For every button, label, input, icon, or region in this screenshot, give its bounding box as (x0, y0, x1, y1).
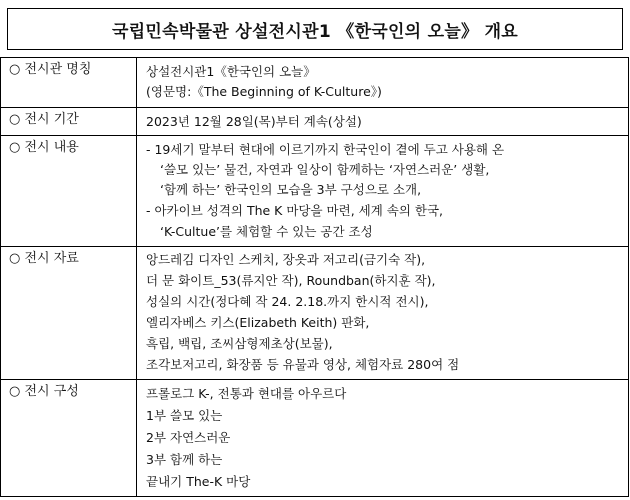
composition-line: 1부 쓸모 있는 (146, 408, 223, 423)
composition-line: 프롤로그 K-, 전통과 현대를 아우르다 (146, 386, 347, 401)
row-label-content: ○ 전시 내용 (9, 140, 79, 155)
materials-line: 앙드레김 디자인 스케치, 장옷과 저고리(금기숙 작), (146, 252, 426, 267)
row-label-materials: ○ 전시 자료 (9, 251, 79, 266)
table-row-hall-name (1, 58, 628, 107)
materials-line: 성실의 시간(정다혜 작 24. 2.18.까지 한시적 전시), (146, 294, 429, 309)
period-line: 2023년 12월 28일(목)부터 계속(상설) (146, 114, 362, 129)
composition-line: 2부 자연스러운 (146, 430, 231, 445)
composition-line: 끝내기 The-K 마당 (146, 474, 251, 489)
row-value-cell (138, 136, 628, 246)
composition-line: 3부 함께 하는 (146, 452, 223, 467)
materials-line: 더 문 화이트_53(류지안 작), Roundban(하지훈 작), (146, 273, 436, 288)
content-line: - 19세기 말부터 현대에 이르기까지 한국인이 곁에 두고 사용해 온 (146, 142, 505, 157)
materials-line: 조각보저고리, 화장품 등 유물과 영상, 체험자료 280여 점 (146, 357, 460, 372)
hall-name-line: 상설전시관1《한국인의 오늘》 (146, 64, 316, 79)
row-value-cell (138, 380, 628, 496)
row-value-cell (138, 108, 628, 135)
document-title: 국립민속박물관 상설전시관1 《한국인의 오늘》 개요 (111, 21, 519, 42)
table-row-period (1, 107, 628, 135)
row-value-cell (138, 58, 628, 107)
materials-line: 엘리자베스 키스(Elizabeth Keith) 판화, (146, 315, 370, 330)
content-line: ‘K-Cultue’를 체험할 수 있는 공간 조성 (160, 224, 373, 239)
title-box (7, 8, 623, 50)
hall-english-name-line: (영문명:《The Beginning of K-Culture》) (146, 84, 382, 99)
table-row-materials (1, 246, 628, 379)
overview-table (0, 57, 629, 497)
row-label-cell (1, 380, 137, 496)
row-label-composition: ○ 전시 구성 (9, 384, 79, 399)
content-line: ‘함께 하는’ 한국인의 모습을 3부 구성으로 소개, (160, 182, 422, 197)
content-line: - 아카이브 성격의 The K 마당을 마련, 세계 속의 한국, (146, 203, 444, 218)
content-line: ‘쓸모 있는’ 물건, 자연과 일상이 함께하는 ‘자연스러운’ 생활, (160, 162, 490, 177)
table-row-content (1, 135, 628, 246)
row-label-cell (1, 247, 137, 379)
row-label-cell (1, 58, 137, 107)
table-row-composition (1, 379, 628, 496)
row-label-period: ○ 전시 기간 (9, 112, 79, 127)
row-label-hall-name: ○ 전시관 명칭 (9, 62, 92, 77)
row-label-cell (1, 136, 137, 246)
row-label-cell (1, 108, 137, 135)
materials-line: 흑립, 백립, 조씨삼형제초상(보물), (146, 336, 333, 351)
row-value-cell (138, 247, 628, 379)
